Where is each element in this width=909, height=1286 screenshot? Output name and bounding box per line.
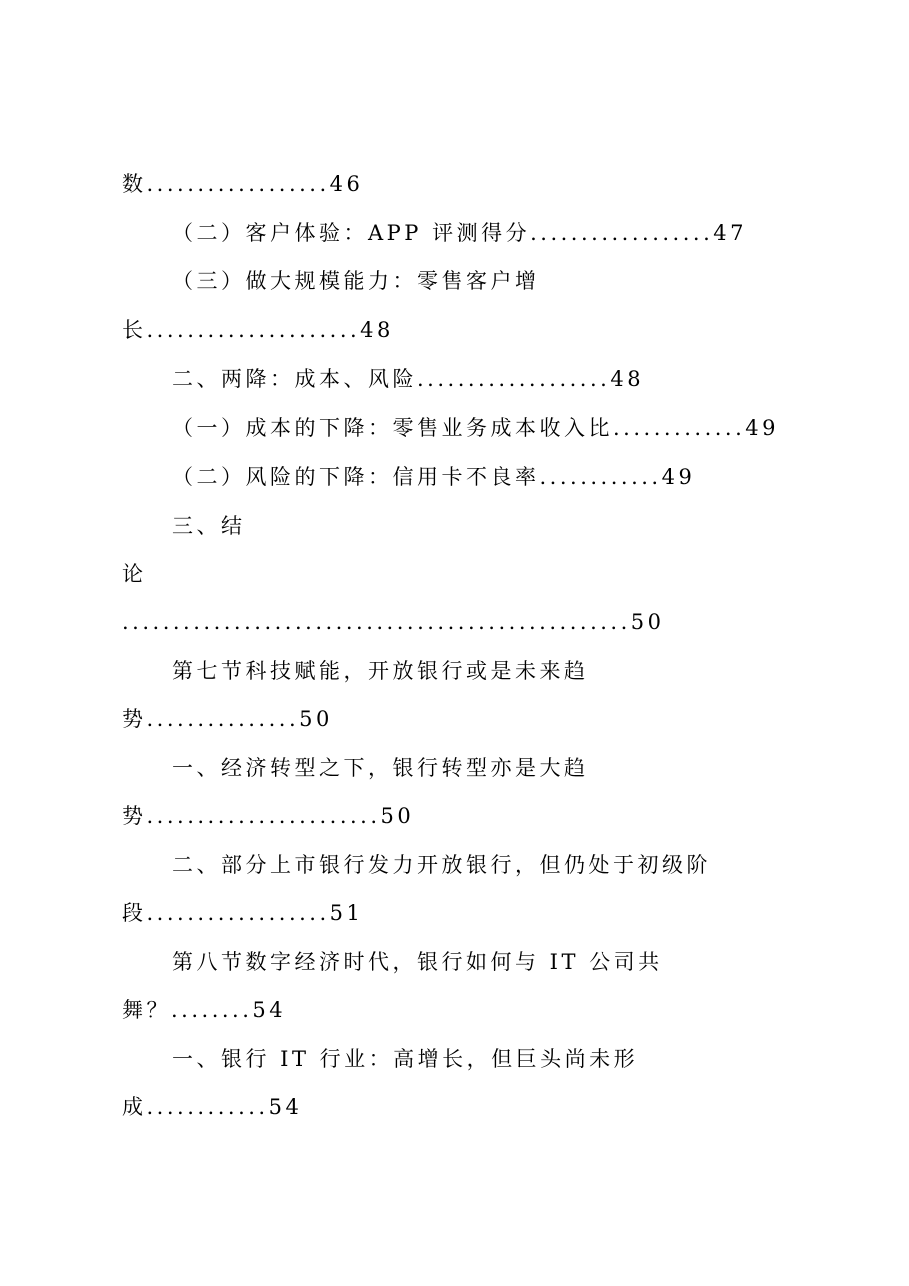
toc-line: 长.....................48 — [122, 318, 394, 342]
toc-line: 势.......................50 — [122, 804, 415, 828]
toc-line: ..................................................50 — [122, 610, 665, 634]
toc-line: 论 — [122, 562, 147, 586]
toc-line: （一）成本的下降：零售业务成本收入比.............49 — [172, 416, 779, 440]
toc-line: 三、结 — [172, 514, 246, 538]
toc-line: 二、两降：成本、风险...................48 — [172, 367, 645, 391]
toc-line: 成............54 — [122, 1095, 303, 1119]
toc-line: 段..................51 — [122, 901, 364, 925]
toc-line: 势...............50 — [122, 707, 333, 731]
toc-line: 第七节科技赋能，开放银行或是未来趋 — [172, 659, 589, 683]
toc-line: （二）风险的下降：信用卡不良率............49 — [172, 465, 696, 489]
toc-line: 第八节数字经济时代，银行如何与 IT 公司共 — [172, 950, 663, 974]
toc-line: 一、银行 IT 行业：高增长，但巨头尚未形 — [172, 1047, 639, 1071]
toc-line: 数..................46 — [122, 172, 364, 196]
toc-line: （二）客户体验：APP 评测得分..................47 — [172, 221, 747, 245]
toc-line: （三）做大规模能力：零售客户增 — [172, 269, 540, 293]
toc-line: 舞？........54 — [122, 998, 287, 1022]
toc-line: 二、部分上市银行发力开放银行，但仍处于初级阶 — [172, 853, 711, 877]
toc-line: 一、经济转型之下，银行转型亦是大趋 — [172, 756, 589, 780]
